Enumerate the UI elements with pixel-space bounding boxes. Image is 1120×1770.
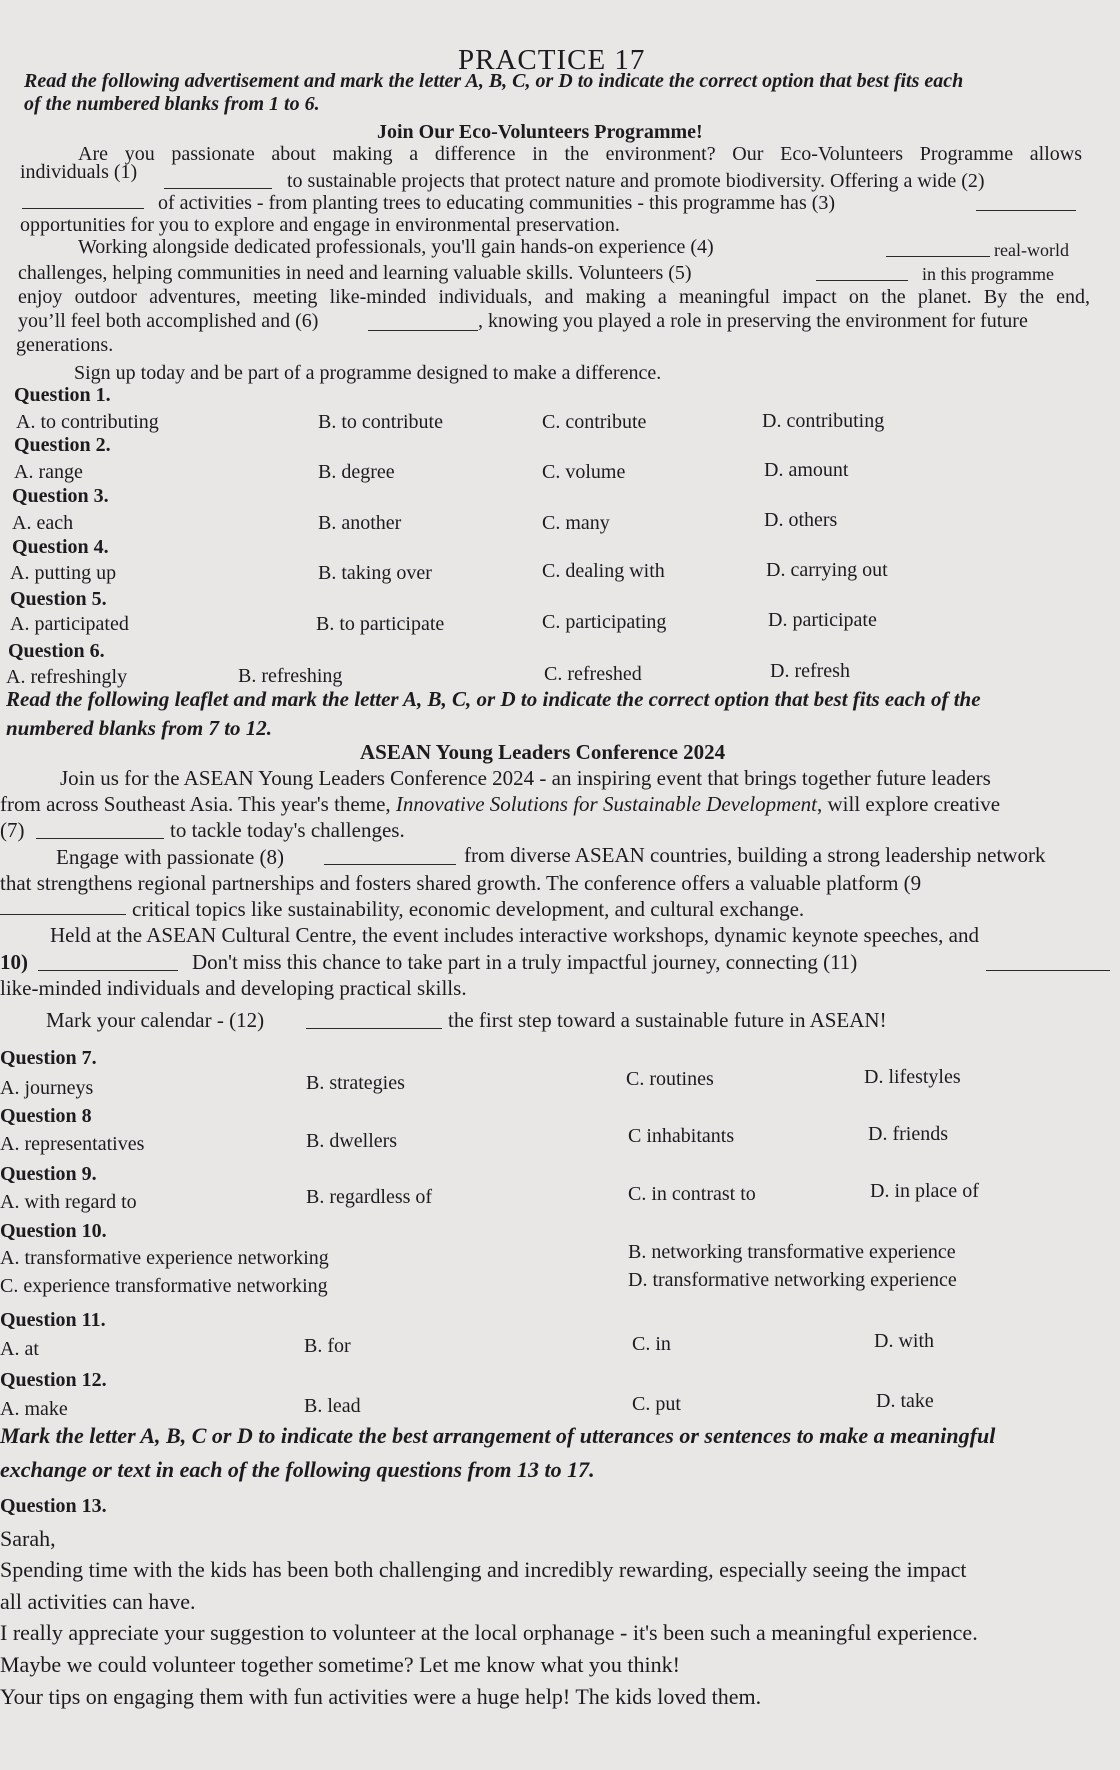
blank-5[interactable] <box>816 262 908 286</box>
q13-line-2: Spending time with the kids has been both challenging and incredibly rewarding, especially seeing the impact <box>0 1557 967 1582</box>
question-8-label: Question 8 <box>0 1105 92 1127</box>
q8-option-b[interactable]: B. dwellers <box>306 1130 398 1152</box>
part2-p2-line1b: from diverse ASEAN countries, building a strong leadership network <box>464 843 1046 867</box>
part2-p4b: the first step toward a sustainable future in ASEAN! <box>448 1008 887 1032</box>
part2-p1-line3a: (7) <box>0 818 25 842</box>
q3-option-d[interactable]: D. others <box>764 509 838 531</box>
blank-4[interactable] <box>886 238 990 262</box>
q3-option-a[interactable]: A. each <box>12 512 74 534</box>
part2-p3-line2b: Don't miss this chance to take part in a truly impactful journey, connecting (11) <box>192 950 858 974</box>
question-5-label: Question 5. <box>10 588 107 610</box>
part2-p1-line2a: from across Southeast Asia. This year's theme, <box>0 792 391 816</box>
q2-option-b[interactable]: B. degree <box>318 461 395 483</box>
q12-option-b[interactable]: B. lead <box>304 1395 361 1417</box>
q9-option-a[interactable]: A. with regard to <box>0 1191 137 1213</box>
q8-option-a[interactable]: A. representatives <box>0 1133 145 1155</box>
part1-p2-line2b: in this programme <box>922 264 1054 284</box>
part1-p2-line1a: Working alongside dedicated professionals, you'll gain hands-on experience (4) <box>78 236 714 258</box>
part1-p2-line5: generations. <box>16 334 114 356</box>
part2-p2-line1a: Engage with passionate (8) <box>56 845 285 869</box>
part1-heading: Join Our Eco-Volunteers Programme! <box>377 121 703 143</box>
q12-option-a[interactable]: A. make <box>0 1398 68 1420</box>
part1-p1-line1: Are you passionate about making a difference in the environment? Our Eco-Volunteers Programme allows <box>78 143 1082 165</box>
q11-option-b[interactable]: B. for <box>304 1335 351 1357</box>
blank-2[interactable] <box>22 190 144 214</box>
question-10-label: Question 10. <box>0 1220 107 1242</box>
part1-p3: Sign up today and be part of a programme designed to make a difference. <box>74 362 662 384</box>
part1-p2-line4b: , knowing you played a role in preserving the environment for future <box>478 310 1028 332</box>
q8-option-d[interactable]: D. friends <box>868 1123 948 1145</box>
q6-option-c[interactable]: C. refreshed <box>544 663 642 685</box>
question-12-label: Question 12. <box>0 1369 107 1391</box>
part2-p4a: Mark your calendar - (12) <box>46 1008 265 1032</box>
question-9-label: Question 9. <box>0 1163 97 1185</box>
q13-line-5: Maybe we could volunteer together sometime? Let me know what you think! <box>0 1652 680 1677</box>
q7-option-a[interactable]: A. journeys <box>0 1077 94 1099</box>
q2-option-c[interactable]: C. volume <box>542 461 626 483</box>
part2-p1-line1: Join us for the ASEAN Young Leaders Conference 2024 - an inspiring event that brings together future leaders <box>60 766 991 790</box>
q8-option-c[interactable]: C inhabitants <box>628 1125 735 1147</box>
q2-option-d[interactable]: D. amount <box>764 459 849 481</box>
part2-p2-line2: that strengthens regional partnerships and fosters shared growth. The conference offers a valuable platform (9 <box>0 871 922 895</box>
blank-7[interactable] <box>36 820 164 844</box>
q6-option-d[interactable]: D. refresh <box>770 660 850 682</box>
q3-option-c[interactable]: C. many <box>542 512 610 534</box>
q5-option-d[interactable]: D. participate <box>768 609 877 631</box>
q7-option-d[interactable]: D. lifestyles <box>864 1066 961 1088</box>
q1-option-c[interactable]: C. contribute <box>542 411 647 433</box>
part2-p1-line2b: , will explore creative <box>817 792 1001 816</box>
blank-9[interactable] <box>0 896 126 920</box>
q13-line-4: I really appreciate your suggestion to volunteer at the local orphanage - it's been such a meaningful experience. <box>0 1620 978 1645</box>
part1-instruction-line2: of the numbered blanks from 1 to 6. <box>24 93 320 115</box>
q5-option-a[interactable]: A. participated <box>10 613 129 635</box>
q6-option-a[interactable]: A. refreshingly <box>6 666 128 688</box>
q13-line-6: Your tips on engaging them with fun activities were a huge help! The kids loved them. <box>0 1684 762 1709</box>
blank-12[interactable] <box>306 1010 442 1034</box>
part1-p2-line1b: real-world <box>994 240 1069 260</box>
part1-p1-line4: opportunities for you to explore and engage in environmental preservation. <box>20 214 620 236</box>
part1-p2-line4a: you’ll feel both accomplished and (6) <box>18 310 319 332</box>
part2-heading: ASEAN Young Leaders Conference 2024 <box>360 740 726 764</box>
part1-p1-line3: of activities - from planting trees to educating communities - this programme has (3) <box>158 192 836 214</box>
blank-6[interactable] <box>368 312 478 336</box>
blank-3[interactable] <box>976 192 1076 216</box>
q2-option-a[interactable]: A. range <box>14 461 83 483</box>
question-4-label: Question 4. <box>12 536 109 558</box>
part2-instruction-line2: numbered blanks from 7 to 12. <box>6 716 273 740</box>
part2-p2-line3: critical topics like sustainability, economic development, and cultural exchange. <box>132 897 805 921</box>
page-title: PRACTICE 17 <box>458 44 646 76</box>
q13-line-1: Sarah, <box>0 1526 56 1551</box>
q3-option-b[interactable]: B. another <box>318 512 402 534</box>
q11-option-c[interactable]: C. in <box>632 1333 671 1355</box>
part1-p1-line2b: to sustainable projects that protect nature and promote biodiversity. Offering a wide (2) <box>287 170 985 192</box>
question-1-label: Question 1. <box>14 384 111 406</box>
q5-option-c[interactable]: C. participating <box>542 611 667 633</box>
part2-p3-line1: Held at the ASEAN Cultural Centre, the event includes interactive workshops, dynamic keynote speeches, and <box>50 923 979 947</box>
q9-option-c[interactable]: C. in contrast to <box>628 1183 756 1205</box>
q5-option-b[interactable]: B. to participate <box>316 613 445 635</box>
part2-p3-line2a: 10) <box>0 950 28 974</box>
q10-option-a[interactable]: A. transformative experience networking <box>0 1247 329 1269</box>
blank-1[interactable] <box>164 170 272 194</box>
q10-option-c[interactable]: C. experience transformative networking <box>0 1275 328 1297</box>
q4-option-c[interactable]: C. dealing with <box>542 560 665 582</box>
part1-p2-line2a: challenges, helping communities in need and learning valuable skills. Volunteers (5) <box>18 262 692 284</box>
q7-option-c[interactable]: C. routines <box>626 1068 714 1090</box>
part3-instruction-line1: Mark the letter A, B, C or D to indicate the best arrangement of utterances or sentences to make a meaningful <box>0 1423 996 1448</box>
part1-p1-line2a: individuals (1) <box>20 161 138 183</box>
q13-line-3: all activities can have. <box>0 1589 196 1614</box>
q4-option-a[interactable]: A. putting up <box>10 562 117 584</box>
conference-theme: Innovative Solutions for Sustainable Development <box>395 792 817 816</box>
q7-option-b[interactable]: B. strategies <box>306 1072 405 1094</box>
part2-instruction-line1: Read the following leaflet and mark the letter A, B, C, or D to indicate the correct option that best fits each of the <box>6 687 981 711</box>
q12-option-d[interactable]: D. take <box>876 1390 934 1412</box>
q10-option-d[interactable]: D. transformative networking experience <box>628 1269 957 1291</box>
q11-option-a[interactable]: A. at <box>0 1338 39 1360</box>
part2-p3-line3: like-minded individuals and developing practical skills. <box>0 976 467 1000</box>
question-3-label: Question 3. <box>12 485 109 507</box>
q9-option-b[interactable]: B. regardless of <box>306 1186 433 1208</box>
q1-option-b[interactable]: B. to contribute <box>318 411 443 433</box>
blank-11[interactable] <box>986 952 1110 976</box>
question-6-label: Question 6. <box>8 640 105 662</box>
part1-p2-line3: enjoy outdoor adventures, meeting like-minded individuals, and making a meaningful impact on the planet. By the end, <box>18 286 1090 308</box>
part3-instruction-line2: exchange or text in each of the following questions from 13 to 17. <box>0 1457 595 1482</box>
question-11-label: Question 11. <box>0 1309 106 1331</box>
q10-option-b[interactable]: B. networking transformative experience <box>628 1241 956 1263</box>
q6-option-b[interactable]: B. refreshing <box>238 665 343 687</box>
q12-option-c[interactable]: C. put <box>632 1393 681 1415</box>
question-2-label: Question 2. <box>14 434 111 456</box>
part2-p1-line2 <box>0 792 1000 817</box>
q11-option-d[interactable]: D. with <box>874 1330 934 1352</box>
part1-instruction-line1: Read the following advertisement and mark the letter A, B, C, or D to indicate the correct option that best fits each <box>24 70 964 92</box>
q4-option-b[interactable]: B. taking over <box>318 562 432 584</box>
blank-8[interactable] <box>324 846 456 870</box>
q9-option-d[interactable]: D. in place of <box>870 1180 979 1202</box>
q1-option-d[interactable]: D. contributing <box>762 410 885 432</box>
q1-option-a[interactable]: A. to contributing <box>16 411 159 433</box>
blank-10[interactable] <box>38 952 178 976</box>
question-7-label: Question 7. <box>0 1047 97 1069</box>
question-13-label: Question 13. <box>0 1495 107 1517</box>
q4-option-d[interactable]: D. carrying out <box>766 559 888 581</box>
part2-p1-line3b: to tackle today's challenges. <box>170 818 405 842</box>
